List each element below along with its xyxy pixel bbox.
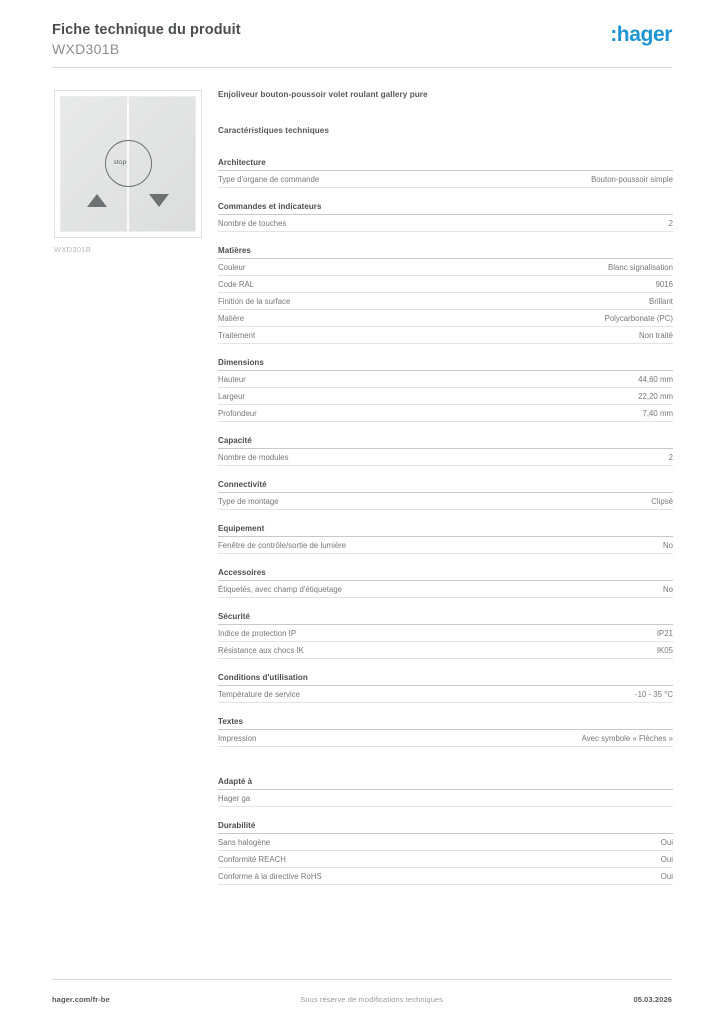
spec-row-label: Indice de protection IP [218, 628, 297, 638]
spec-row [218, 493, 673, 510]
page-header [52, 22, 672, 68]
footer-disclaimer: Sous réserve de modifications techniques [300, 995, 444, 1004]
spec-row-value: Oui [660, 854, 673, 864]
spec-row [218, 625, 673, 642]
spec-row-label: Type d'organe de commande [218, 174, 320, 184]
spec-row-value: 7,40 mm [642, 408, 673, 418]
footer-date: 05.03.2026 [633, 995, 672, 1004]
spec-row-label: Traitement [218, 330, 256, 340]
spec-row [218, 215, 673, 232]
spec-row-value: 9016 [655, 279, 673, 289]
spec-row-value: Avec symbole « Flèches » [581, 733, 673, 743]
title-block [52, 22, 241, 57]
spec-section-title: Sécurité [218, 612, 673, 625]
spec-row [218, 730, 673, 747]
spec-sections [218, 158, 673, 885]
spec-section-title: Textes [218, 717, 673, 730]
spec-row [218, 171, 673, 188]
spec-row-label: Étiquetés, avec champ d'étiquetage [218, 584, 342, 594]
spec-row [218, 642, 673, 659]
spec-row-label: Hauteur [218, 374, 246, 384]
spec-row-label: Type de montage [218, 496, 279, 506]
spec-row-label: Résistance aux chocs IK [218, 645, 304, 655]
spec-row-label: Matière [218, 313, 245, 323]
hager-logo: :hager [610, 23, 672, 46]
spec-row [218, 834, 673, 851]
spec-row-label: Température de service [218, 689, 300, 699]
spec-row [218, 686, 673, 703]
spec-row-label: Finition de la surface [218, 296, 291, 306]
spec-row-label: Impression [218, 733, 257, 743]
spec-section-title: Connectivité [218, 480, 673, 493]
spec-row-value: -10 - 35 °C [634, 689, 673, 699]
spec-row [218, 259, 673, 276]
spec-row-label: Hager ga [218, 793, 251, 803]
footer-divider [52, 979, 672, 980]
spec-section-title: Adapté à [218, 777, 673, 790]
spec-section [218, 524, 673, 554]
spec-row-label: Couleur [218, 262, 246, 272]
spec-row-value: 2 [668, 452, 673, 462]
spec-row-label: Largeur [218, 391, 246, 401]
spec-section [218, 246, 673, 344]
spec-row-value: 44,60 mm [638, 374, 673, 384]
spec-section-title: Equipement [218, 524, 673, 537]
spec-section [218, 358, 673, 422]
spec-row-value: IP21 [656, 628, 673, 638]
spec-section [218, 673, 673, 703]
footer-website[interactable]: hager.com/fr-be [52, 995, 110, 1004]
product-figure [54, 90, 202, 254]
product-rocker-plate [60, 96, 196, 232]
spec-section [218, 612, 673, 659]
spec-row [218, 537, 673, 554]
spec-section [218, 821, 673, 885]
spec-row-value: No [662, 584, 673, 594]
spec-section-title: Architecture [218, 158, 673, 171]
spec-section-title: Accessoires [218, 568, 673, 581]
spec-row-label: Profondeur [218, 408, 257, 418]
spec-row [218, 293, 673, 310]
spec-row [218, 851, 673, 868]
spec-section [218, 777, 673, 807]
page-footer [52, 995, 672, 1004]
arrow-up-icon [87, 194, 107, 207]
spec-row-value: Polycarbonate (PC) [604, 313, 673, 323]
product-name: Enjoliveur bouton-poussoir volet roulant gallery pure [218, 90, 428, 99]
product-image-caption: WXD301B [54, 245, 92, 254]
spec-row [218, 371, 673, 388]
specification-column [218, 90, 673, 899]
spec-section [218, 717, 673, 747]
spec-row [218, 790, 673, 807]
spec-section-title: Capacité [218, 436, 673, 449]
product-image-frame [54, 90, 202, 238]
spec-row [218, 276, 673, 293]
spec-row-value: Brillant [649, 296, 673, 306]
spec-row [218, 405, 673, 422]
spec-section-title: Durabilité [218, 821, 673, 834]
specs-heading: Caractéristiques techniques [218, 126, 330, 135]
product-reference: WXD301B [52, 40, 120, 57]
spec-row [218, 581, 673, 598]
spec-row [218, 449, 673, 466]
spec-section [218, 202, 673, 232]
spec-row [218, 327, 673, 344]
spec-row-value: Bouton-poussoir simple [591, 174, 673, 184]
spec-section-title: Commandes et indicateurs [218, 202, 673, 215]
spec-section-title: Dimensions [218, 358, 673, 371]
spec-row [218, 310, 673, 327]
spec-row-value: IK05 [656, 645, 673, 655]
spec-row-value: 2 [668, 218, 673, 228]
spec-row-label: Code RAL [218, 279, 255, 289]
spec-row-label: Conformité REACH [218, 854, 286, 864]
spec-row-value: Oui [660, 871, 673, 881]
spec-row-label: Nombre de modules [218, 452, 289, 462]
spec-section [218, 436, 673, 466]
spec-row-value: Non traité [638, 330, 673, 340]
spec-section-title: Matières [218, 246, 673, 259]
spec-row-label: Fenêtre de contrôle/sortie de lumière [218, 540, 347, 550]
spec-row-label: Conforme à la directive RoHS [218, 871, 322, 881]
spec-row [218, 868, 673, 885]
spec-section [218, 158, 673, 188]
spec-row-value: Blanc signalisation [608, 262, 673, 272]
spec-row-label: Nombre de touches [218, 218, 287, 228]
spec-row-value: No [662, 540, 673, 550]
page-title: Fiche technique du produit [52, 22, 241, 38]
stop-label: stop [113, 159, 127, 166]
spec-section [218, 480, 673, 510]
spec-row-value: Clipsé [651, 496, 673, 506]
spec-row-value: Oui [660, 837, 673, 847]
spec-row [218, 388, 673, 405]
spec-row-label: Sans halogène [218, 837, 271, 847]
spec-row-value: 22,20 mm [638, 391, 673, 401]
spec-section-title: Conditions d'utilisation [218, 673, 673, 686]
header-divider [52, 67, 672, 68]
arrow-down-icon [149, 194, 169, 207]
spec-section [218, 568, 673, 598]
